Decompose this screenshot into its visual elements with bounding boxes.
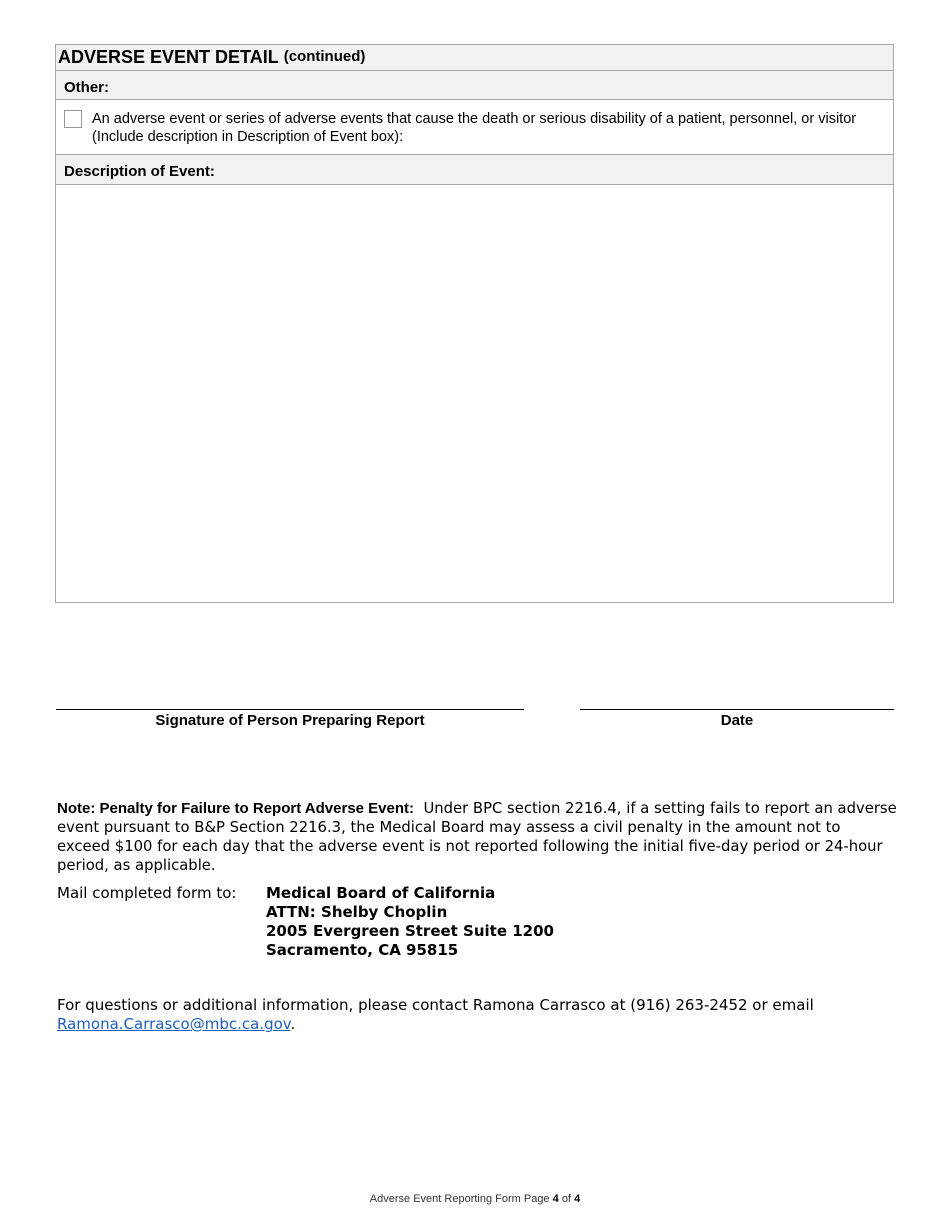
death-disability-option xyxy=(56,100,893,155)
signature-label: Signature of Person Preparing Report xyxy=(155,712,425,729)
description-field[interactable] xyxy=(56,185,893,603)
description-label: Description of Event: xyxy=(64,163,215,180)
adverse-event-detail-box xyxy=(55,44,894,603)
other-label: Other: xyxy=(64,79,109,96)
description-header xyxy=(56,155,893,185)
contact-info xyxy=(57,996,897,1034)
section-header xyxy=(56,45,893,71)
signature-line[interactable] xyxy=(56,709,524,710)
other-header xyxy=(56,71,893,100)
mail-address xyxy=(266,884,554,960)
mail-address-line: ATTN: Shelby Choplin xyxy=(266,903,448,921)
mail-address-line: Sacramento, CA 95815 xyxy=(266,941,459,959)
section-title xyxy=(58,47,365,68)
contact-suffix: . xyxy=(290,1015,296,1033)
contact-text: For questions or additional information, please contact Ramona Carrasco at (916) 263-2452 or email xyxy=(57,996,814,1014)
date-line[interactable] xyxy=(580,709,894,710)
page-footer xyxy=(0,1193,950,1205)
footer-of: of xyxy=(561,1193,571,1205)
penalty-note xyxy=(57,799,897,875)
penalty-note-text: Under BPC section 2216.4, if a setting fails to report an adverse event pursuant to B&P Section 2216.3, the Medical Board may assess a civil penalty in the amount not to exceed $100 for each day that the adverse event is not reported following the initial five-day period or 24-hour period, as applicable. xyxy=(57,800,897,874)
death-disability-label: An adverse event or series of adverse events that cause the death or serious disability of a patient, personnel, or visitor (Include description in Description of Event box): xyxy=(92,111,857,145)
death-disability-checkbox[interactable] xyxy=(64,110,82,128)
date-label: Date xyxy=(720,712,754,729)
mail-label: Mail completed form to: xyxy=(57,884,237,902)
penalty-note-heading: Note: Penalty for Failure to Report Adverse Event: xyxy=(57,800,415,817)
section-title-suffix: (continued) xyxy=(283,48,366,65)
footer-text: Adverse Event Reporting Form Page xyxy=(369,1193,550,1205)
mail-address-line: Medical Board of California xyxy=(266,884,496,902)
section-title-text: ADVERSE EVENT DETAIL xyxy=(58,47,279,67)
footer-page-total: 4 xyxy=(574,1193,581,1205)
contact-email-link[interactable]: Ramona.Carrasco@mbc.ca.gov xyxy=(57,1015,291,1033)
footer-page-number: 4 xyxy=(552,1193,559,1205)
mail-address-line: 2005 Evergreen Street Suite 1200 xyxy=(266,922,554,940)
